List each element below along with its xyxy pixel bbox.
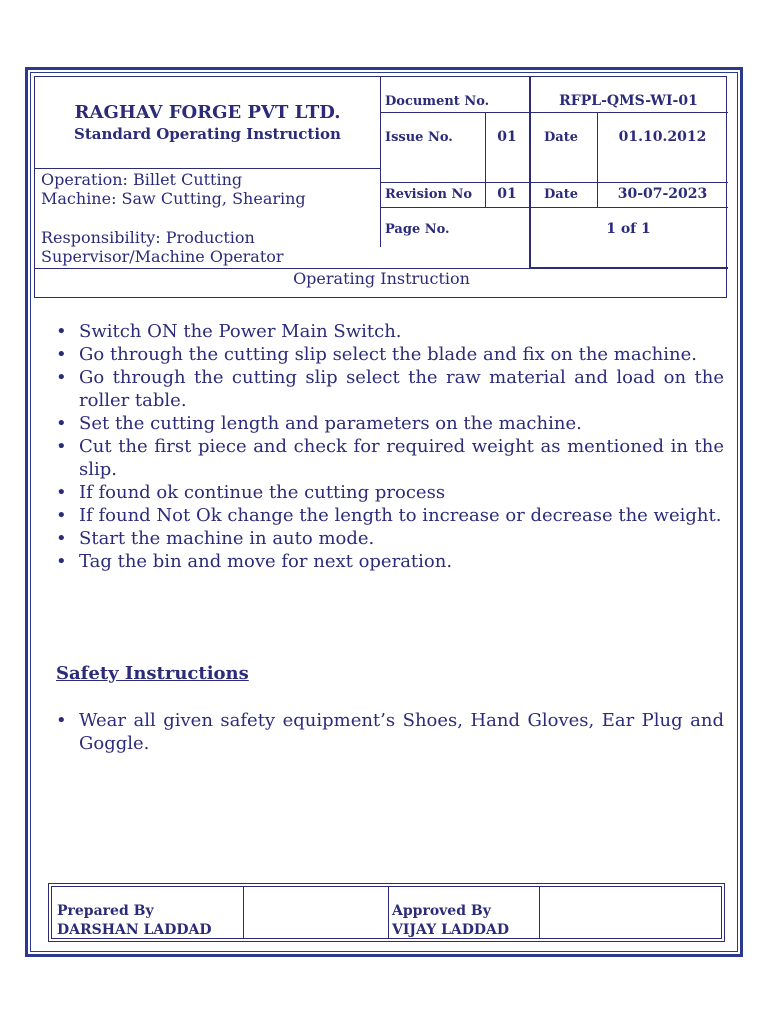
approved-by-label: Approved By — [392, 903, 491, 919]
machine-text: Machine: Saw Cutting, Shearing — [41, 189, 306, 208]
document-no-value: RFPL-QMS-WI-01 — [559, 93, 698, 109]
divider — [380, 77, 381, 247]
issue-no-label: Issue No. — [385, 130, 453, 145]
list-item: • Start the machine in auto mode. — [56, 527, 724, 550]
prepared-by-label: Prepared By — [57, 903, 154, 919]
divider — [380, 182, 728, 183]
header-table — [34, 76, 727, 298]
section-title: Operating Instruction — [293, 269, 470, 288]
divider — [539, 887, 540, 938]
safety-list — [56, 709, 724, 755]
list-item: • If found ok continue the cutting process — [56, 481, 724, 504]
issue-no-value: 01 — [497, 129, 517, 145]
list-item: • Switch ON the Power Main Switch. — [56, 320, 724, 343]
list-item: • Tag the bin and move for next operation. — [56, 550, 724, 573]
document-subtitle: Standard Operating Instruction — [74, 125, 341, 143]
divider — [388, 887, 389, 938]
operation-text: Operation: Billet Cutting — [41, 170, 243, 189]
list-item: • Wear all given safety equipment’s Shoes, Hand Gloves, Ear Plug and Goggle. — [56, 709, 724, 755]
safety-heading: Safety Instructions — [56, 663, 249, 684]
revision-no-value: 01 — [497, 186, 517, 202]
revision-date-value: 30-07-2023 — [617, 186, 708, 202]
issue-date-value: 01.10.2012 — [618, 129, 707, 145]
list-item: • If found Not Ok change the length to increase or decrease the weight. — [56, 504, 724, 527]
responsibility-text-2: Supervisor/Machine Operator — [41, 247, 284, 266]
page-no-value: 1 of 1 — [606, 221, 651, 237]
divider — [380, 112, 728, 113]
revision-no-label: Revision No — [385, 187, 473, 202]
list-item: • Set the cutting length and parameters on the machine. — [56, 412, 724, 435]
divider — [380, 207, 728, 208]
approved-by-name: VIJAY LADDAD — [392, 922, 510, 938]
signature-table-inner — [51, 886, 722, 939]
divider — [35, 168, 380, 169]
instruction-list — [56, 320, 724, 573]
revision-date-label: Date — [544, 187, 578, 202]
responsibility-text: Responsibility: Production — [41, 228, 255, 247]
list-item: • Cut the first piece and check for required weight as mentioned in the slip. — [56, 435, 724, 481]
divider — [243, 887, 244, 938]
page-no-label: Page No. — [385, 222, 450, 237]
list-item: • Go through the cutting slip select the raw material and load on the roller table. — [56, 366, 724, 412]
document-no-label: Document No. — [385, 94, 490, 109]
issue-date-label: Date — [544, 130, 578, 145]
prepared-by-name: DARSHAN LADDAD — [57, 922, 212, 938]
list-item: • Go through the cutting slip select the blade and fix on the machine. — [56, 343, 724, 366]
company-name: RAGHAV FORGE PVT LTD. — [74, 102, 341, 123]
